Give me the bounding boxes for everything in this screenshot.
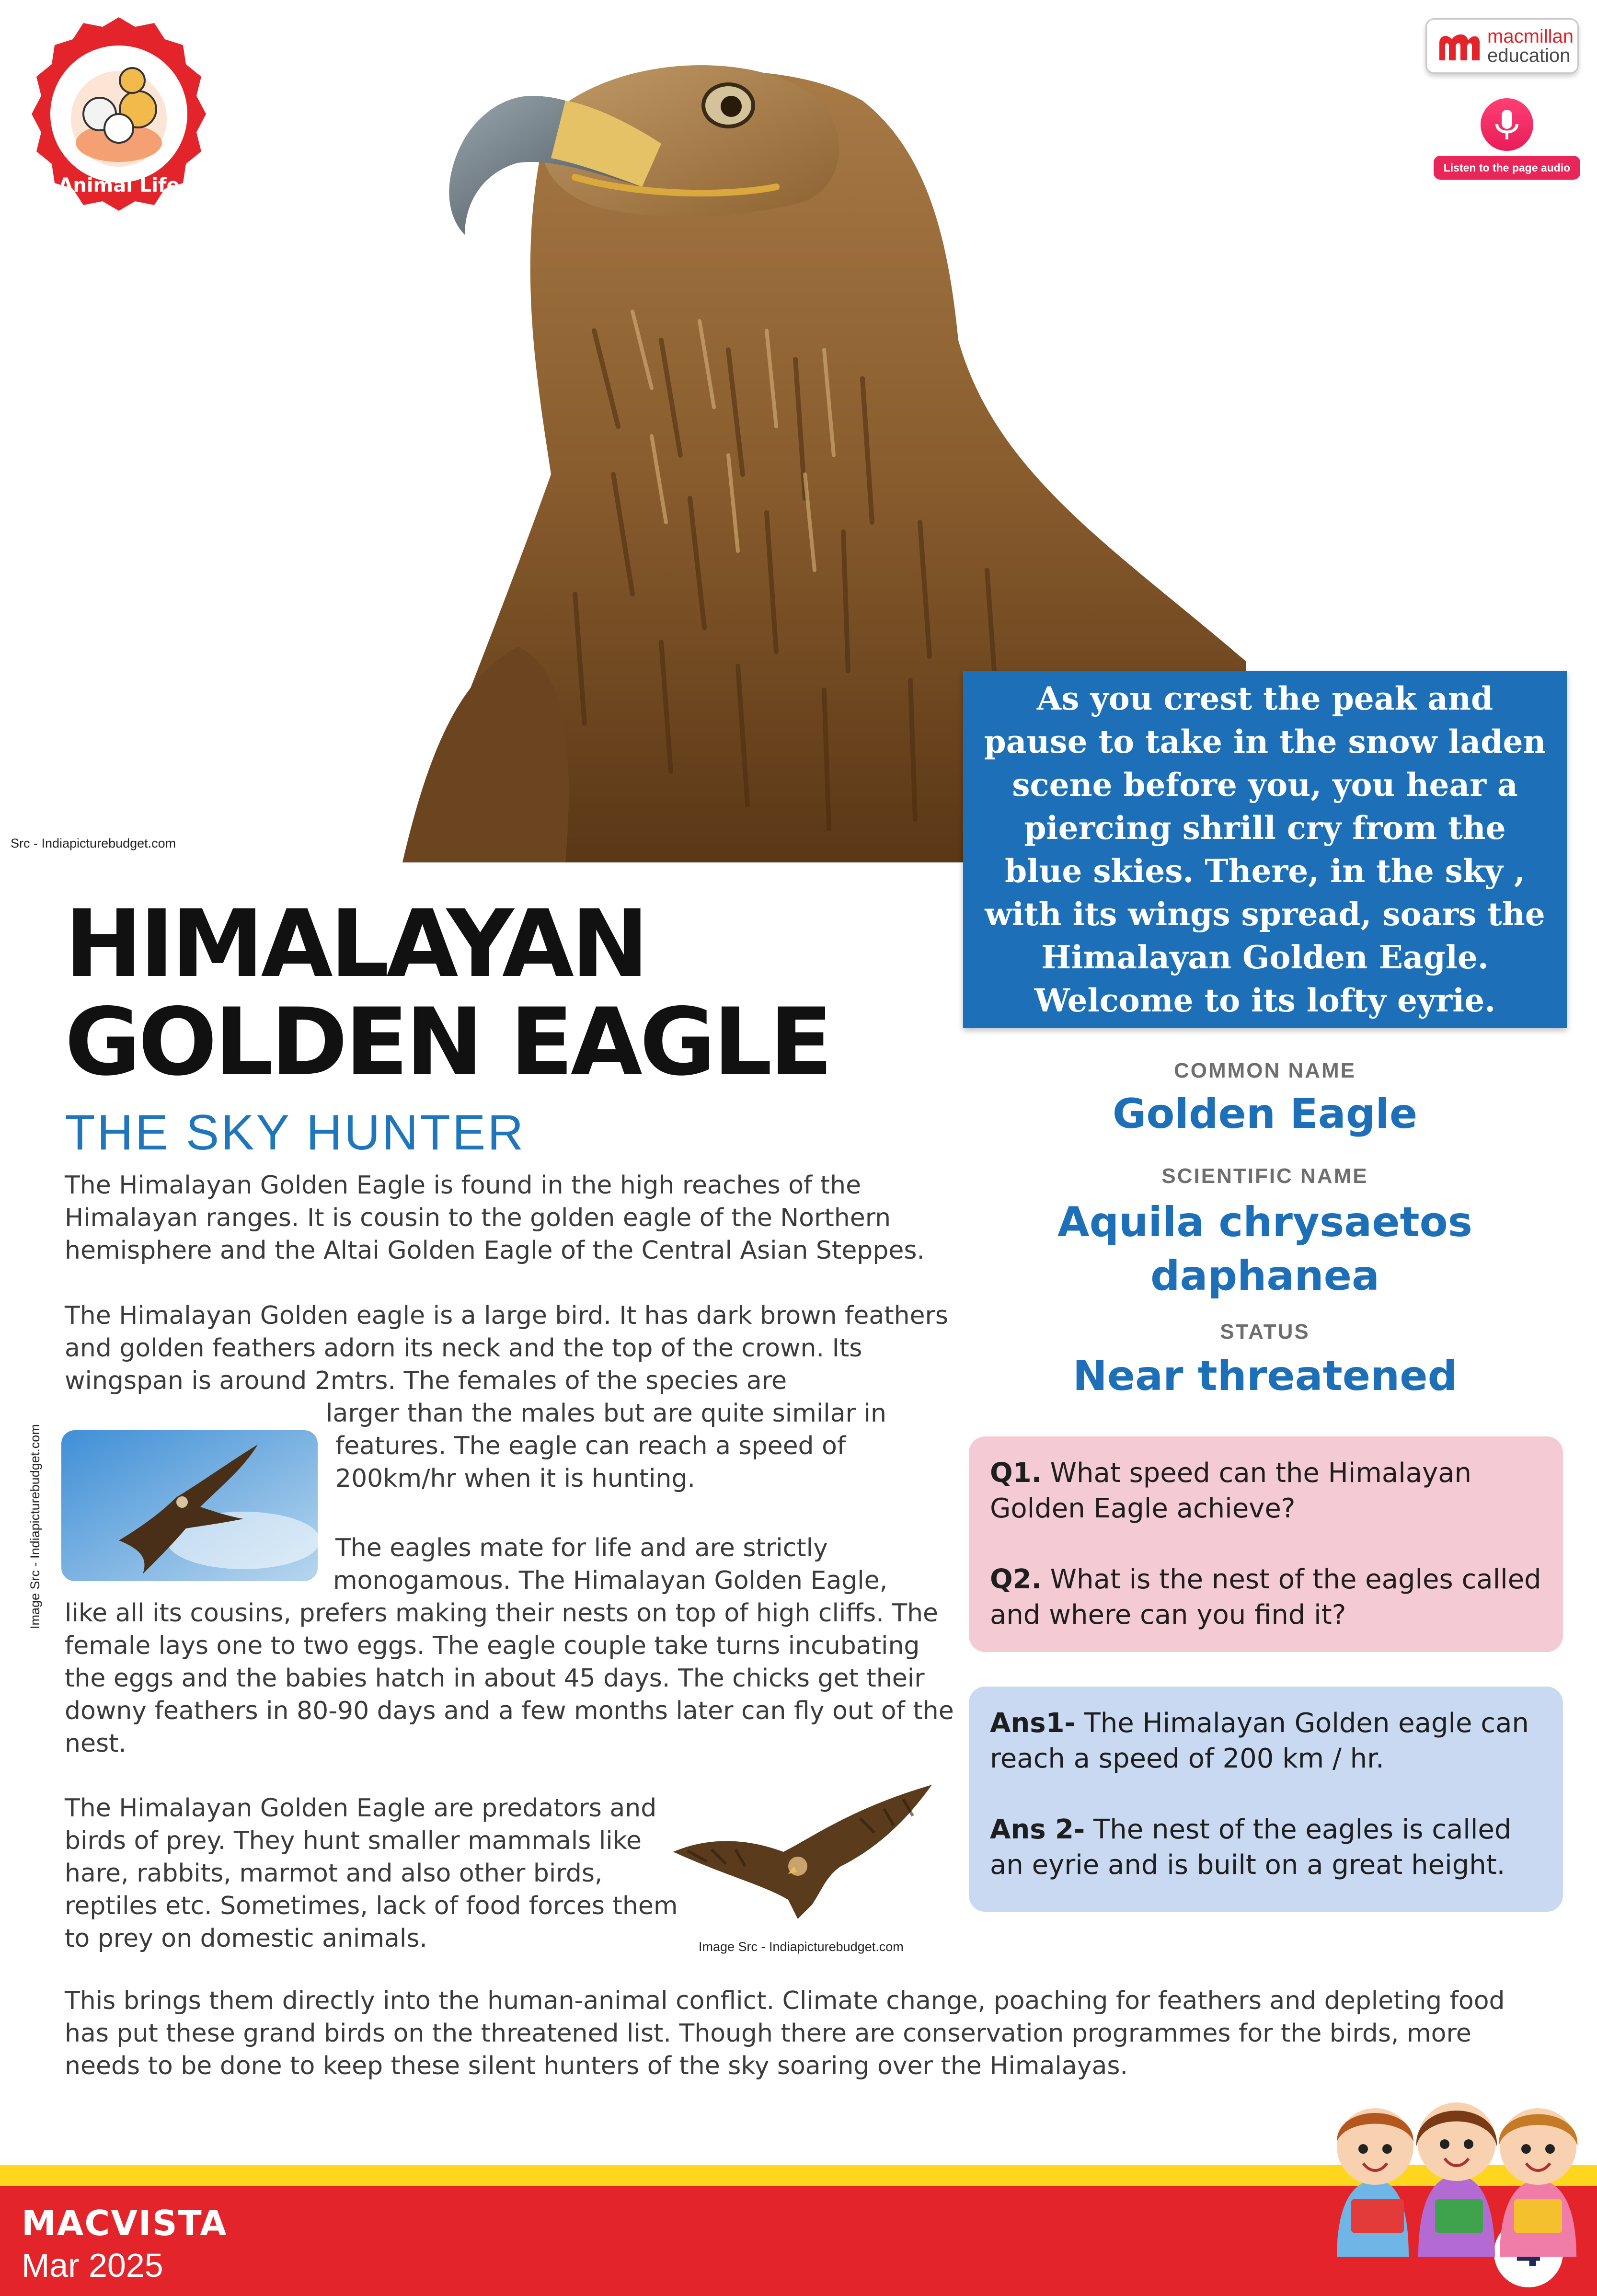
paragraph-4: The Himalayan Golden Eagle are predators and birds of prey. They hunt smaller mammals like hare, rabbits, marmot and also other birds, reptiles etc. Sometimes, lack of food forces them to prey on domestic animals. bbox=[65, 1794, 678, 1953]
paragraph-2-part-d: 200km/hr when it is hunting. bbox=[335, 1464, 696, 1493]
scientific-name-label: SCIENTIFIC NAME bbox=[1161, 1164, 1368, 1188]
article-subtitle: THE SKY HUNTER bbox=[65, 1105, 526, 1160]
paragraph-2-part-a: The Himalayan Golden eagle is a large bird. It has dark brown feathers and golden feathers adorn its neck and the top of the crown. Its wingspan is around 2mtrs. The females of the species are bbox=[65, 1301, 949, 1395]
macmillan-education-logo bbox=[1425, 18, 1579, 74]
paragraph-3-part-a: The eagles mate for life and are strictly bbox=[335, 1534, 828, 1562]
paragraph-1: The Himalayan Golden Eagle is found in the high reaches of the Himalayan ranges. It is cousin to the golden eagle of the Northern hemisphere and the Altai Golden Eagle of the Central Asian Steppes. bbox=[65, 1171, 925, 1265]
question-key: Q1. bbox=[990, 1458, 1042, 1489]
question-item bbox=[990, 1456, 1542, 1527]
brand-line-1: macmillan bbox=[1487, 26, 1574, 47]
scientific-name-line-2: daphanea bbox=[1150, 1252, 1379, 1300]
paragraph-3-part-c: like all its cousins, prefers making their nests on top of high cliffs. The female lays one to two eggs. The eagle couple take turns incubating the eggs and the babies hatch in about 45 days. The chicks get their downy feathers in 80-90 days and a few months later can fly out of the nest. bbox=[65, 1599, 954, 1758]
article-title bbox=[65, 890, 975, 1096]
common-name-label: COMMON NAME bbox=[1173, 1059, 1356, 1082]
paragraph-2-part-c: features. The eagle can reach a speed of bbox=[335, 1432, 846, 1460]
status-label: STATUS bbox=[1220, 1320, 1310, 1343]
soaring-eagle-photo bbox=[61, 1430, 318, 1581]
questions-box bbox=[969, 1436, 1563, 1652]
issue-date: Mar 2025 bbox=[22, 2247, 163, 2284]
paragraph-2-part-b: larger than the males but are quite similar in bbox=[326, 1399, 886, 1428]
question-key: Q2. bbox=[990, 1564, 1042, 1595]
answer-item bbox=[990, 1812, 1542, 1883]
title-line-1: HIMALAYAN bbox=[65, 890, 646, 998]
answers-box bbox=[969, 1687, 1563, 1912]
question-text: What is the nest of the eagles called and where can you find it? bbox=[990, 1564, 1541, 1630]
side-image-source: Image Src - Indiapicturebudget.com bbox=[28, 1424, 42, 1629]
magazine-name: MACVISTA bbox=[22, 2203, 228, 2243]
answer-key: Ans1- bbox=[990, 1708, 1076, 1739]
common-name-value: Golden Eagle bbox=[1112, 1090, 1418, 1138]
animal-life-badge bbox=[18, 13, 219, 215]
status-value: Near threatened bbox=[1072, 1352, 1458, 1400]
answer-item bbox=[990, 1706, 1542, 1777]
kids-reading-illustration bbox=[1308, 2055, 1596, 2257]
flying-eagle-photo bbox=[668, 1780, 937, 1924]
title-line-2: GOLDEN EAGLE bbox=[65, 988, 830, 1096]
paragraph-5: This brings them directly into the human-animal conflict. Climate change, poaching for feathers and depleting food has put these grand birds on the threatened list. Though there are conservation programmes for the birds, more needs to be done to keep these silent hunters of the sky soaring over the Himalayas. bbox=[65, 1986, 1505, 2080]
microphone-icon bbox=[1481, 98, 1533, 151]
scientific-name-line-1: Aquila chrysaetos bbox=[1057, 1198, 1472, 1246]
answer-text: The Himalayan Golden eagle can reach a speed of 200 km / hr. bbox=[990, 1708, 1529, 1774]
answer-text: The nest of the eagles is called an eyrie and is built on a great height. bbox=[990, 1814, 1512, 1881]
scientific-name-value bbox=[963, 1195, 1567, 1303]
paragraph-3-part-b: monogamous. The Himalayan Golden Eagle, bbox=[333, 1566, 888, 1595]
flying-image-source: Image Src - Indiapicturebudget.com bbox=[699, 1940, 904, 1954]
audio-label[interactable]: Listen to the page audio bbox=[1434, 156, 1580, 180]
audio-play-button[interactable] bbox=[1481, 98, 1533, 151]
question-text: What speed can the Himalayan Golden Eagle achieve? bbox=[990, 1458, 1472, 1524]
intro-text: As you crest the peak and pause to take in the snow laden scene before you, you hear a piercing shrill cry from the blue skies. There, in the sky , with its wings spread, soars the Himalayan Golden Eagle. Welcome to its lofty eyrie. bbox=[984, 679, 1546, 1019]
hero-image-source: Src - Indiapicturebudget.com bbox=[11, 836, 176, 850]
macmillan-m-icon bbox=[1437, 29, 1482, 63]
answer-key: Ans 2- bbox=[990, 1814, 1085, 1845]
brand-line-2: education bbox=[1487, 45, 1571, 66]
badge-text: Animal Life bbox=[58, 174, 180, 196]
intro-box bbox=[963, 671, 1567, 1028]
question-item bbox=[990, 1562, 1542, 1633]
